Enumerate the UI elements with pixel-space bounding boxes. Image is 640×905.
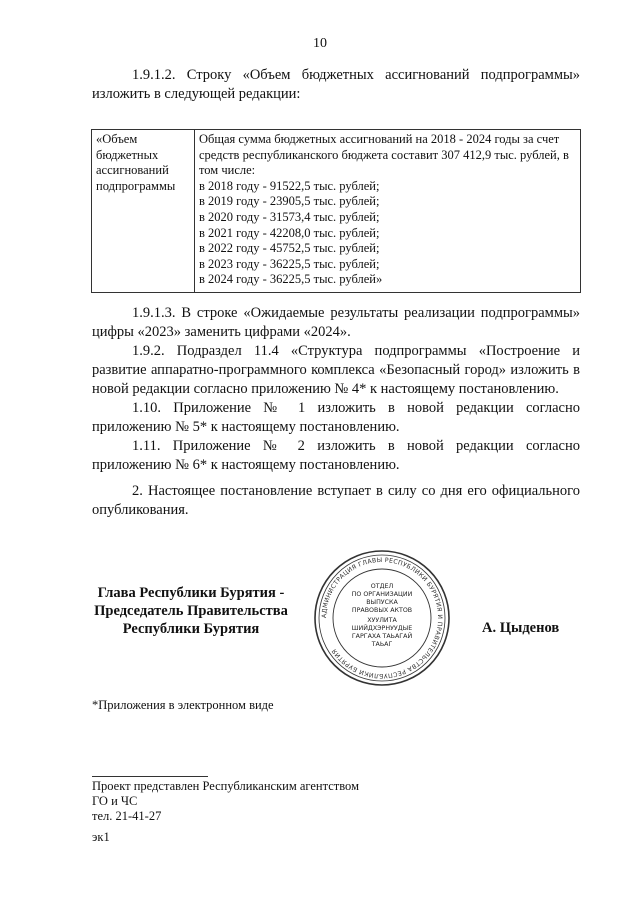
- footer-phone: тел. 21-41-27: [92, 809, 162, 823]
- footer-code: эк1: [92, 830, 110, 844]
- stamp-ring-text: АДМИНИСТРАЦИЯ ГЛАВЫ РЕСПУБЛИКИ БУРЯТИЯ И ПРАВИТЕЛЬСТВА РЕСПУБЛИКИ БУРЯТИЯ: [320, 556, 444, 680]
- stamp-line: ХУУЛИТА: [367, 617, 397, 624]
- paragraph-1-9-1-2: 1.9.1.2. Строку «Объем бюджетных ассигнований подпрограммы» изложить в следующей редакции:: [92, 67, 580, 102]
- footer-divider: [92, 776, 208, 777]
- year-line: в 2019 году - 23905,5 тыс. рублей;: [199, 194, 380, 209]
- page-number: 10: [313, 36, 327, 51]
- year-line: в 2022 году - 45752,5 тыс. рублей;: [199, 241, 380, 256]
- footer-line: Проект представлен Республиканским агентством: [92, 779, 359, 793]
- table-cell-content: [195, 130, 581, 293]
- paragraph-1-10: 1.10. Приложение № 1 изложить в новой редакции согласно приложению № 5* к настоящему постановлению.: [92, 400, 580, 435]
- signatory-title-line: Глава Республики Бурятия -: [97, 585, 285, 601]
- signatory-title-line: Председатель Правительства: [94, 603, 288, 619]
- attachments-note: *Приложения в электронном виде: [92, 698, 274, 712]
- stamp-line: ГАРГАХА ТАЬАГАЙ: [351, 633, 413, 640]
- stamp-line: ПРАВОВЫХ АКТОВ: [351, 607, 413, 614]
- stamp-line: ШИЙДХЭРНУУДЫЕ: [351, 625, 413, 632]
- official-stamp: [312, 548, 452, 688]
- year-line: в 2018 году - 91522,5 тыс. рублей;: [199, 178, 380, 193]
- year-line: в 2021 году - 42208,0 тыс. рублей;: [199, 225, 380, 240]
- signatory-title-line: Республики Бурятия: [122, 621, 260, 637]
- table-cell-label: «Объем бюджетных ассигнований подпрограммы: [92, 130, 195, 293]
- signatory-title: [86, 584, 296, 638]
- budget-intro: Общая сумма бюджетных ассигнований на 2018 - 2024 годы за счет средств республиканского бюджета составит 307 412,9 тыс. рублей, в том числе:: [199, 132, 569, 178]
- year-line: в 2024 году - 36225,5 тыс. рублей»: [199, 272, 383, 287]
- footer-line: ГО и ЧС: [92, 794, 138, 808]
- stamp-line: ТАЬАГ: [371, 641, 393, 648]
- year-line: в 2023 году - 36225,5 тыс. рублей;: [199, 256, 380, 271]
- stamp-line: ВЫПУСКА: [366, 599, 398, 606]
- paragraph-1-11: 1.11. Приложение № 2 изложить в новой редакции согласно приложению № 6* к настоящему постановлению.: [92, 438, 580, 473]
- stamp-line: ПО ОРГАНИЗАЦИИ: [351, 591, 413, 598]
- paragraph-2: 2. Настоящее постановление вступает в силу со дня его официального опубликования.: [92, 483, 580, 518]
- paragraph-1-9-2: 1.9.2. Подраздел 11.4 «Структура подпрограммы «Построение и развитие аппаратно-программного комплекса «Безопасный город» изложить в новой редакции согласно приложению № 4* к настоящему постановлению.: [92, 343, 580, 397]
- year-line: в 2020 году - 31573,4 тыс. рублей;: [199, 209, 380, 224]
- signatory-name: А. Цыденов: [482, 620, 560, 636]
- footer-block: [92, 779, 359, 845]
- stamp-line: ОТДЕЛ: [370, 583, 394, 590]
- table-row: [92, 130, 581, 293]
- budget-table: [91, 129, 581, 293]
- paragraph-1-9-1-3: 1.9.1.3. В строке «Ожидаемые результаты реализации подпрограммы» цифры «2023» заменить цифрами «2024».: [92, 305, 580, 340]
